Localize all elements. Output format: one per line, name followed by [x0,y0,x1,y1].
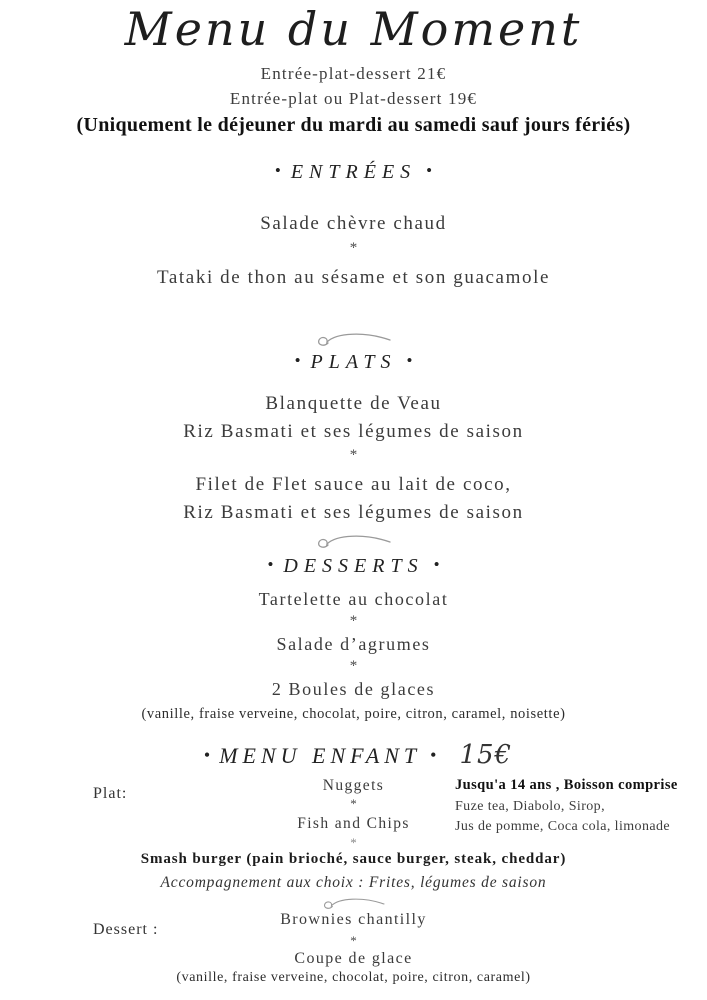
star-separator: * [350,933,357,948]
bullet-dot: • [433,555,440,574]
availability-notice: (Uniquement le déjeuner du mardi au samedi sauf jours fériés) [76,114,631,136]
formula-line-1: Entrée-plat-dessert 21€ [260,64,447,83]
enfant-accompagnement: Accompagnement aux choix : Frites, légumes de saison [160,874,547,891]
section-title-label: ENTRÉES [290,161,417,183]
plat-column-label: Plat: [93,785,128,802]
section-title-label: DESSERTS [283,555,424,577]
enfant-dessert-item-2: Coupe de glace [294,950,413,967]
plat-item-1-line-1: Blanquette de Veau [265,393,442,414]
enfant-dessert-item-2-flavors: (vanille, fraise verveine, chocolat, poire, citron, caramel) [176,970,531,985]
section-title-menu-enfant [0,740,707,770]
star-separator: * [349,447,358,463]
section-title-entrees [0,161,707,184]
bullet-dot: • [267,555,274,574]
section-title-label: MENU ENFANT [219,743,422,768]
dessert-item-3: 2 Boules de glaces [271,679,436,699]
page-title: Menu du Moment [124,2,583,56]
plat-item-2-line-2: Riz Basmati et ses légumes de saison [183,502,524,523]
dessert-item-2: Salade d’agrumes [276,634,431,654]
enfant-drinks-line-1: Fuze tea, Diabolo, Sirop, [455,799,605,814]
enfant-plat-item-3: Smash burger (pain brioché, sauce burger, steak, cheddar) [140,851,567,867]
enfant-drinks-line-2: Jus de pomme, Coca cola, limonade [455,819,670,834]
bullet-dot: • [203,745,211,765]
dessert-column-label: Dessert : [93,921,159,938]
dessert-item-1: Tartelette au chocolat [258,589,449,609]
bullet-dot: • [274,161,281,180]
bullet-dot: • [406,351,413,370]
enfant-plat-item-2: Fish and Chips [297,815,410,832]
star-separator: * [349,240,358,256]
enfant-age-drink-info: Jusqu'a 14 ans , Boisson comprise [455,777,678,793]
star-separator: * [350,835,357,850]
flourish-swirl-icon [0,531,707,558]
entree-item-1: Salade chèvre chaud [260,213,447,234]
menu-enfant-price: 15€ [459,740,513,770]
bullet-dot: • [426,161,433,180]
plat-item-1-line-2: Riz Basmati et ses légumes de saison [183,421,524,442]
star-separator: * [349,613,358,629]
bullet-dot: • [430,745,437,765]
enfant-dessert-item-1: Brownies chantilly [280,911,427,928]
star-separator: * [349,658,358,674]
formula-line-2: Entrée-plat ou Plat-dessert 19€ [229,89,478,108]
enfant-plat-item-1: Nuggets [322,777,385,794]
dessert-item-3-flavors: (vanille, fraise verveine, chocolat, poire, citron, caramel, noisette) [141,706,566,722]
section-title-label: PLATS [310,351,397,373]
plat-item-2-line-1: Filet de Flet sauce au lait de coco, [195,474,512,495]
star-separator: * [350,796,357,811]
entree-item-2: Tataki de thon au sésame et son guacamole [157,267,550,288]
section-title-plats [0,351,707,374]
section-title-desserts [0,555,707,578]
bullet-dot: • [294,351,301,370]
